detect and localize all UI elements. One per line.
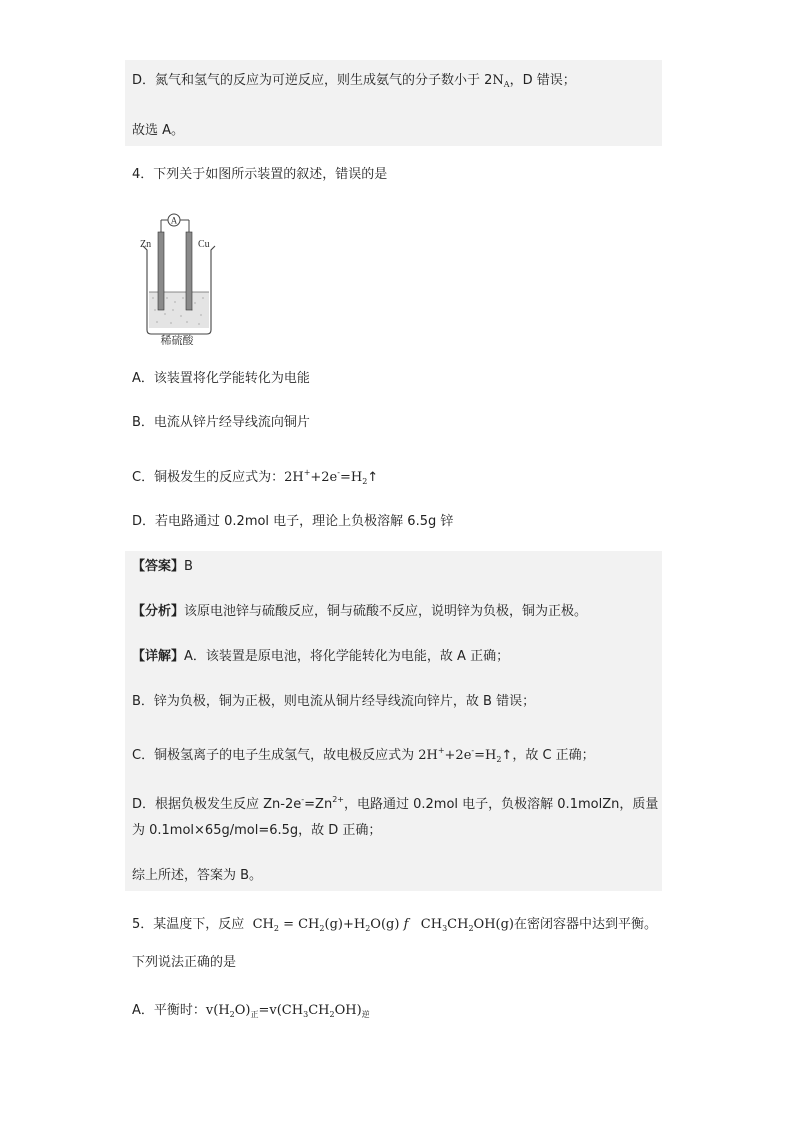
question-4-option-d: D．若电路通过 0.2mol 电子，理论上负极溶解 6.5g 锌	[132, 514, 454, 529]
summary-line: 综上所述，答案为 B。	[132, 868, 263, 883]
question-5-stem: 5．某温度下，反应 $CH_2 = CH_2(g)+H_2O(g)$ f $CH_3CH_2OH(g)$在密闭容器中达到平衡。	[132, 917, 658, 933]
analysis-line: 【分析】该原电池锌与硫酸反应，铜与硫酸不反应，说明锌为负极，铜为正极。	[132, 604, 588, 619]
zn-electrode	[158, 232, 164, 310]
galvanic-cell-figure	[137, 210, 217, 345]
prev-conclusion: 故选 A。	[132, 123, 185, 138]
question-4-option-a: A．该装置将化学能转化为电能	[132, 371, 310, 386]
question-5-option-a: A．平衡时：$v(H_2O)_正=v(CH_3CH_2OH)_逆$	[132, 1003, 370, 1019]
prev-option-d-explanation: D．氮气和氢气的反应为可逆反应，则生成氨气的分子数小于 $2N_A$，D 错误；	[132, 73, 576, 89]
detail-c-line: C．铜极氢离子的电子生成氢气，故电极反应式为 $2H^++2e^-=H_2↑$，故 C 正确；	[132, 746, 595, 764]
question-5-stem-line-2: 下列说法正确的是	[132, 955, 237, 970]
detail-d-line-1: D．根据负极发生反应 $Zn-2e^-=Zn^{2+}$，电路通过 0.2mol 电子，负极溶解 0.1molZn，质量	[132, 795, 659, 812]
answer-line: 【答案】B	[132, 559, 193, 574]
zn-label: Zn	[140, 239, 152, 250]
solution-label: 稀硫酸	[160, 335, 194, 345]
question-4-stem: 4．下列关于如图所示装置的叙述，错误的是	[132, 167, 388, 182]
detail-d-line-2: 为 0.1mol×65g/mol=6.5g，故 D 正确；	[132, 823, 382, 838]
ammeter-label: A	[170, 215, 178, 226]
detail-a-line: 【详解】A．该装置是原电池，将化学能转化为电能，故 A 正确；	[132, 649, 510, 664]
question-4-option-c: C．铜极发生的反应式为：$2H^++2e^-=H_2↑$	[132, 468, 379, 486]
answer-block	[125, 551, 662, 891]
cu-electrode	[186, 232, 192, 310]
cu-label: Cu	[198, 239, 210, 250]
question-4-option-b: B．电流从锌片经导线流向铜片	[132, 415, 310, 430]
detail-b-line: B．锌为负极，铜为正极，则电流从铜片经导线流向锌片，故 B 错误；	[132, 694, 536, 709]
